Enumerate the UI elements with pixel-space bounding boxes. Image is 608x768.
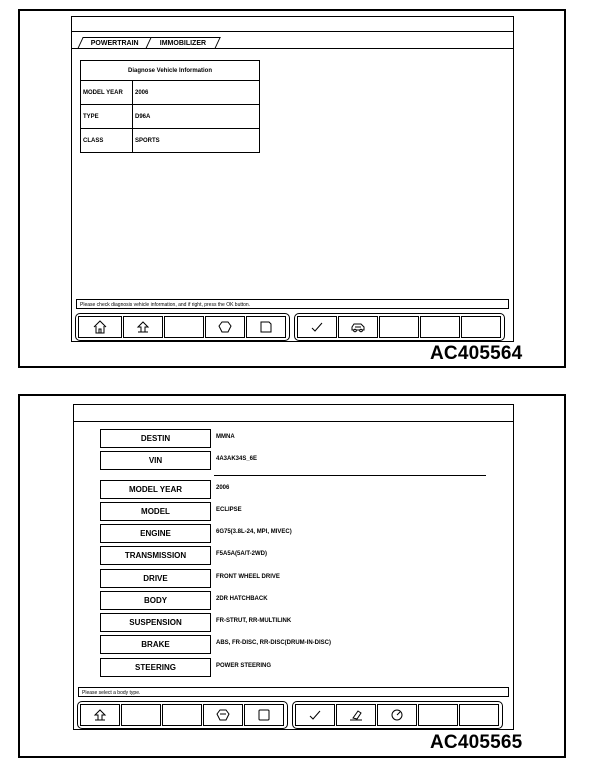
gauge-button[interactable] (377, 704, 417, 726)
status-message: Please check diagnosis vehicle information, and if right, press the OK button. (76, 299, 509, 309)
row-model-year-button[interactable]: MODEL YEAR (100, 480, 211, 499)
scan-button[interactable] (205, 316, 245, 338)
row-engine-button[interactable]: ENGINE (100, 524, 211, 543)
row-model-button[interactable]: MODEL (100, 502, 211, 521)
page-icon (258, 319, 274, 335)
toolbar (75, 313, 509, 341)
row-vin-button[interactable]: VIN (100, 451, 211, 470)
ok-button[interactable] (297, 316, 337, 338)
gauge-icon (389, 707, 405, 723)
row-vin-value: 4A3AK34S_6E (216, 456, 258, 462)
separator-line (214, 475, 486, 476)
home-button[interactable] (78, 316, 122, 338)
check-icon (307, 707, 323, 723)
row-transmission-value: F5A5A(5A/T-2WD) (216, 551, 268, 557)
blank-button[interactable] (461, 316, 501, 338)
blank-button[interactable] (164, 316, 204, 338)
ok-button[interactable] (295, 704, 335, 726)
blank-button[interactable] (459, 704, 499, 726)
row-body-value: 2DR HATCHBACK (216, 596, 268, 602)
row-model-value: ECLIPSE (216, 507, 242, 513)
scan-tool-screen-1 (71, 16, 514, 342)
check-icon (309, 319, 325, 335)
blank-button[interactable] (420, 316, 460, 338)
clear-button[interactable] (336, 704, 376, 726)
home-icon (92, 319, 108, 335)
scan-tool-screen-2 (73, 404, 514, 730)
title-bar (72, 17, 513, 32)
title-bar (74, 405, 513, 422)
row-drive-button[interactable]: DRIVE (100, 569, 211, 588)
figure-panel-2 (18, 394, 566, 758)
row-brake-button[interactable]: BRAKE (100, 635, 211, 654)
back-button[interactable] (123, 316, 163, 338)
blank-button[interactable] (379, 316, 419, 338)
figure-id: AC405564 (430, 343, 523, 364)
status-message: Please select a body type. (78, 687, 509, 697)
table-value: 2006 (133, 81, 260, 105)
row-suspension-value: FR-STRUT, RR-MULTILINK (216, 618, 292, 624)
toolbar-left-group (75, 313, 290, 341)
stop-button[interactable] (244, 704, 284, 726)
blank-button[interactable] (418, 704, 458, 726)
blank-button[interactable] (121, 704, 161, 726)
toolbar-left-group (77, 701, 288, 729)
vehicle-button[interactable] (338, 316, 378, 338)
toolbar-right-group (294, 313, 505, 341)
row-steering-button[interactable]: STEERING (100, 658, 211, 677)
table-label: CLASS (81, 129, 133, 153)
figure-id: AC405565 (430, 732, 523, 753)
table-title: Diagnose Vehicle Information (81, 61, 260, 81)
toolbar-right-group (292, 701, 503, 729)
table-label: MODEL YEAR (81, 81, 133, 105)
diagnose-vehicle-table (80, 60, 260, 153)
row-brake-value: ABS, FR-DISC, RR-DISC(DRUM-IN-DISC) (216, 640, 331, 646)
back-arrow-icon (92, 707, 108, 723)
page-button[interactable] (246, 316, 286, 338)
table-label: TYPE (81, 105, 133, 129)
scan-icon (217, 319, 233, 335)
stop-icon (256, 707, 272, 723)
figure-panel-1 (18, 9, 566, 368)
row-engine-value: 6G75(3.8L-24, MPI, MIVEC) (216, 529, 292, 535)
toolbar (77, 701, 507, 729)
blank-button[interactable] (162, 704, 202, 726)
table-value: D96A (133, 105, 260, 129)
row-destin-button[interactable]: DESTIN (100, 429, 211, 448)
car-icon (350, 319, 366, 335)
row-drive-value: FRONT WHEEL DRIVE (216, 574, 280, 580)
tab-immobilizer-label: IMMOBILIZER (159, 40, 206, 47)
row-suspension-button[interactable]: SUSPENSION (100, 613, 211, 632)
back-button[interactable] (80, 704, 120, 726)
row-body-button[interactable]: BODY (100, 591, 211, 610)
row-steering-value: POWER STEERING (216, 663, 272, 669)
tab-powertrain-label: POWERTRAIN (90, 40, 139, 47)
back-arrow-icon (135, 319, 151, 335)
table-value: SPORTS (133, 129, 260, 153)
row-transmission-button[interactable]: TRANSMISSION (100, 546, 211, 565)
scan-icon (215, 707, 231, 723)
scan-button[interactable] (203, 704, 243, 726)
row-model-year-value: 2006 (216, 485, 230, 491)
tab-underline (72, 48, 513, 49)
row-destin-value: MMNA (216, 434, 235, 440)
eraser-icon (348, 707, 364, 723)
